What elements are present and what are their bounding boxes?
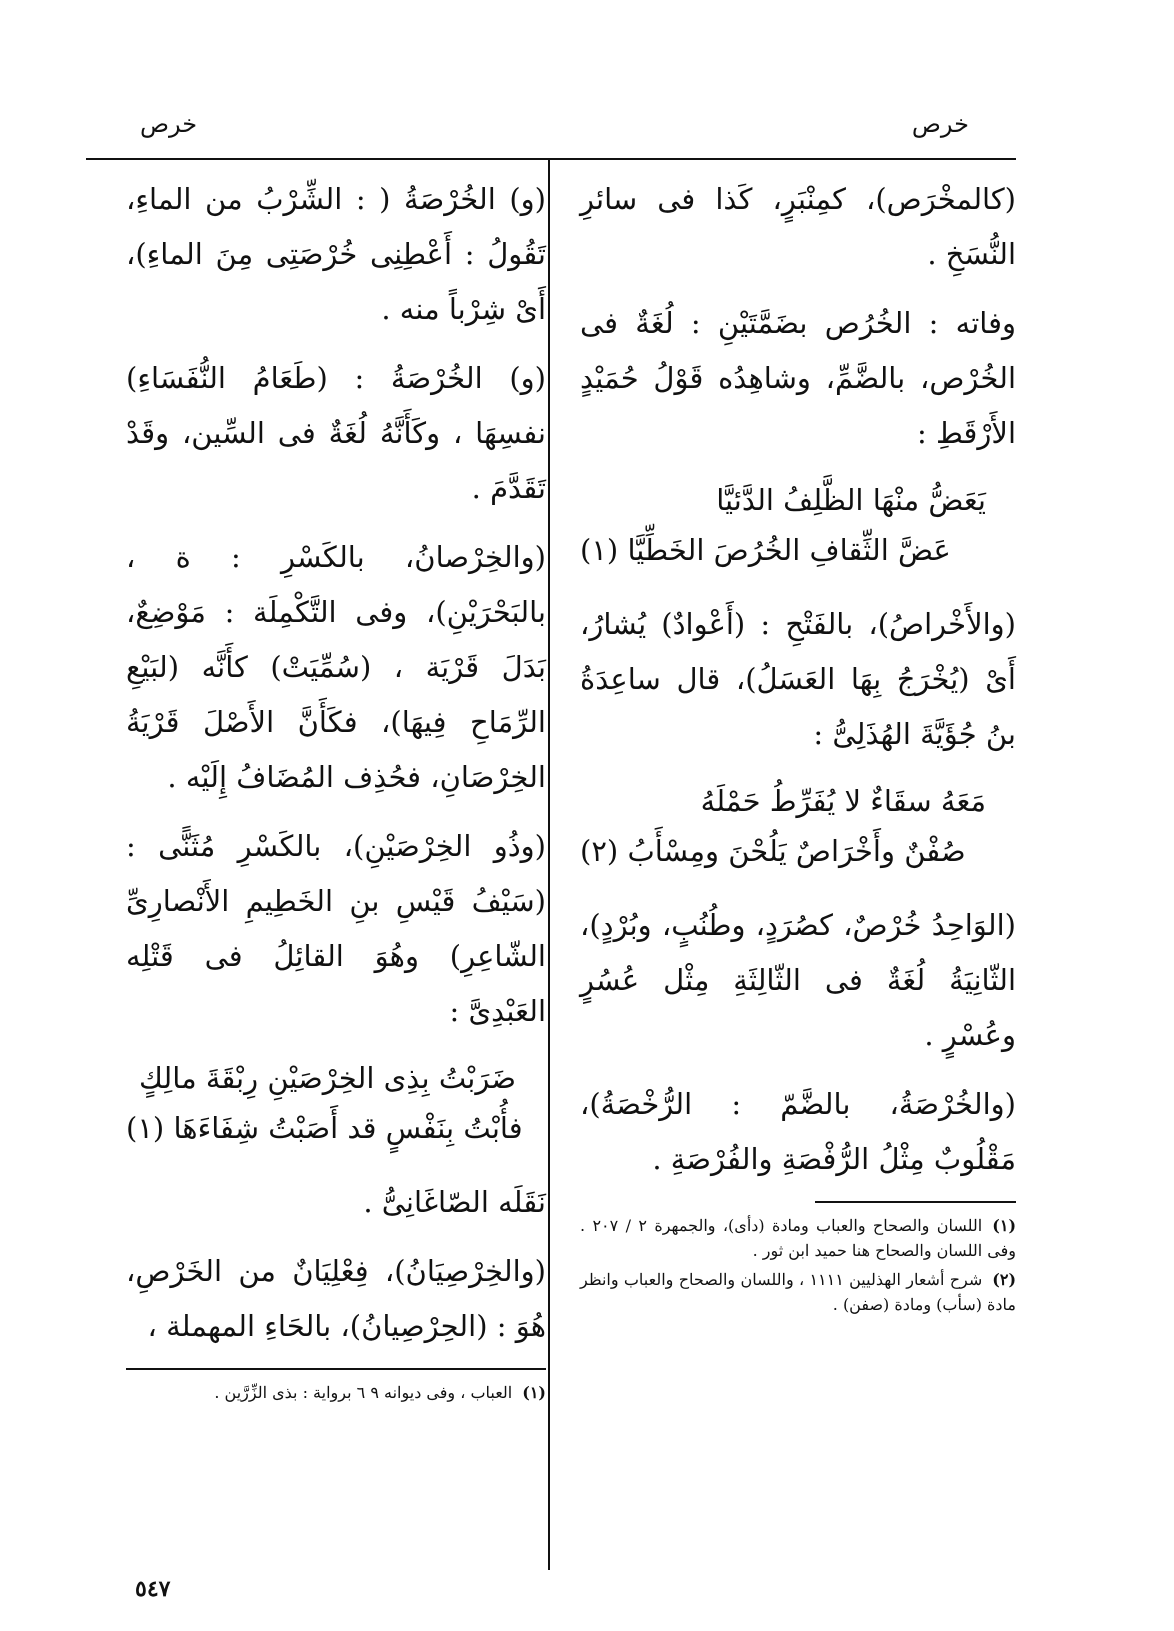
footnote bbox=[580, 1267, 1016, 1317]
right-column bbox=[580, 172, 1016, 1321]
entry-paragraph: (والخِرْصِيَانُ)، فِعْلِيَانٌ من الخَرْصِ، هُوَ : (الحِرْصِيانُ)، بالحَاءِ المهملة ، bbox=[126, 1254, 546, 1343]
footnote bbox=[126, 1380, 546, 1405]
running-header-left: خرص bbox=[140, 110, 198, 138]
verse-hemistich: مَعَهُ سقَاءٌ لا يُفَرِّطُ حَمْلَهُ bbox=[700, 784, 986, 818]
header-rule bbox=[86, 158, 1016, 160]
verse-hemistich: يَعَضُّ منْهَا الظَّلِفُ الدَّئيَّا bbox=[716, 483, 986, 517]
verse-hemistich: ضَرَبْتُ بِذِى الخِرْصَيْنِ رِبْقَةَ مالِكٍ bbox=[138, 1061, 516, 1095]
entry-paragraph: (و) الخُرْصَةُ ( : الشِّرْبُ من الماءِ، تَقُولُ : أَعْطِنِى خُرْصَتِى مِنَ الماءِ)، أَىْ شِرْباً منه . bbox=[126, 182, 546, 326]
verse-hemistich: صُفْنٌ وأَخْرَاصٌ يَلُحْنَ ومِسْأَبُ (٢) bbox=[580, 834, 966, 868]
verse-hemistich: فأُبْتُ بِنَفْسٍ قد أَصَبْتُ شِفَاءَهَا (١) bbox=[126, 1111, 523, 1145]
verse bbox=[580, 475, 1016, 575]
column-divider bbox=[548, 160, 550, 1570]
footnote-number: (١) bbox=[992, 1216, 1017, 1235]
entry-paragraph: (و) الخُرْصَةُ : (طَعَامُ النُّفَسَاءِ) نفسِهَا ، وكَأَنَّهُ لُغَةٌ فى السِّين، وقَدْ تَقَدَّمَ . bbox=[126, 361, 546, 505]
left-column bbox=[126, 172, 546, 1409]
entry-paragraph: وفاته : الخُرُص بضَمَّتَيْنِ : لُغَةٌ فى الخُرْص، بالضَّمِّ، وشاهِدُه قَوْلُ حُمَيْدٍ الأَرْقَطِ : bbox=[580, 306, 1016, 450]
entry-paragraph: (الوَاحِدُ خُرْصٌ، كصُرَدٍ، وطُنُبٍ، وبُرْدٍ)، الثّانِيَةُ لُغَةٌ فى الثّالِثَةِ مِثْل عُسُرٍ وعُسْرٍ . bbox=[580, 908, 1016, 1052]
verse bbox=[580, 776, 1016, 876]
footnote-text: العباب ، وفى ديوانه ٩ ٦ برواية : بذى الزِّرَّين . bbox=[214, 1383, 513, 1402]
entry-paragraph: (وذُو الخِرْصَيْنِ)، بالكَسْرِ مُثَنًّى : (سَيْفُ قَيْسِ بنِ الخَطِيمِ الأَنْصارِىِّ الشّاعِرِ) وهُوَ القائِلُ فى قَتْلِه العَبْدِىَّ : bbox=[126, 829, 546, 1028]
running-header-right: خرص bbox=[911, 110, 969, 138]
entry-paragraph: نَقَلَه الصّاغَانِىُّ . bbox=[363, 1185, 546, 1219]
footnote-rule bbox=[126, 1368, 546, 1370]
footnote-number: (١) bbox=[522, 1383, 546, 1402]
footnote-text: اللسان والصحاح والعباب ومادة (دأى)، والجمهرة ٢ / ٢٠٧ . وفى اللسان والصحاح هنا حميد ابن ثور . bbox=[580, 1216, 1016, 1260]
entry-paragraph: (والخِرْصانُ، بالكَسْرِ : ة ، بالبَحْرَيْنِ)، وفى التَّكْمِلَة : مَوْضِعٌ، بَدَلَ قَرْيَة ، (سُمِّيَتْ) كأَنَّه (لبَيْعِ الرِّمَاحِ فِيهَا)، فكَأَنَّ الأَصْلَ قَرْيَةُ الخِرْصَانِ، فحُذِف المُضَافُ إِلَيْه . bbox=[126, 540, 546, 794]
page-number: ٥٤٧ bbox=[135, 1576, 171, 1602]
entry-paragraph: (كالمخْرَص)، كمِنْبَرٍ، كَذا فى سائرِ النُّسَخِ . bbox=[580, 182, 1016, 271]
footnote-rule bbox=[815, 1201, 1016, 1203]
verse-hemistich: عَضَّ الثِّقافِ الخُرُصَ الخَطِّيَّا (١) bbox=[580, 533, 951, 567]
verse bbox=[126, 1053, 546, 1153]
entry-paragraph: (والخُرْصَةُ، بالضَّمّ : الرُّخْصَةُ)، مَقْلُوبٌ مِثْلُ الرُّفْصَةِ والفُرْصَةِ . bbox=[580, 1087, 1016, 1176]
footnote bbox=[580, 1213, 1016, 1263]
footnote-text: شرح أشعار الهذليين ١١١١ ، واللسان والصحاح والعباب وانظر مادة (سأب) ومادة (صفن) . bbox=[580, 1270, 1016, 1314]
footnote-number: (٢) bbox=[992, 1270, 1017, 1289]
entry-paragraph: (والأَخْراصُ)، بالفَتْحِ : (أَعْوادٌ) يُشارُ، أَىْ (يُخْرَجُ بِهَا العَسَلُ)، قال ساعِدَةُ بنُ جُؤَيَّةَ الهُذَلِىُّ : bbox=[580, 607, 1016, 751]
